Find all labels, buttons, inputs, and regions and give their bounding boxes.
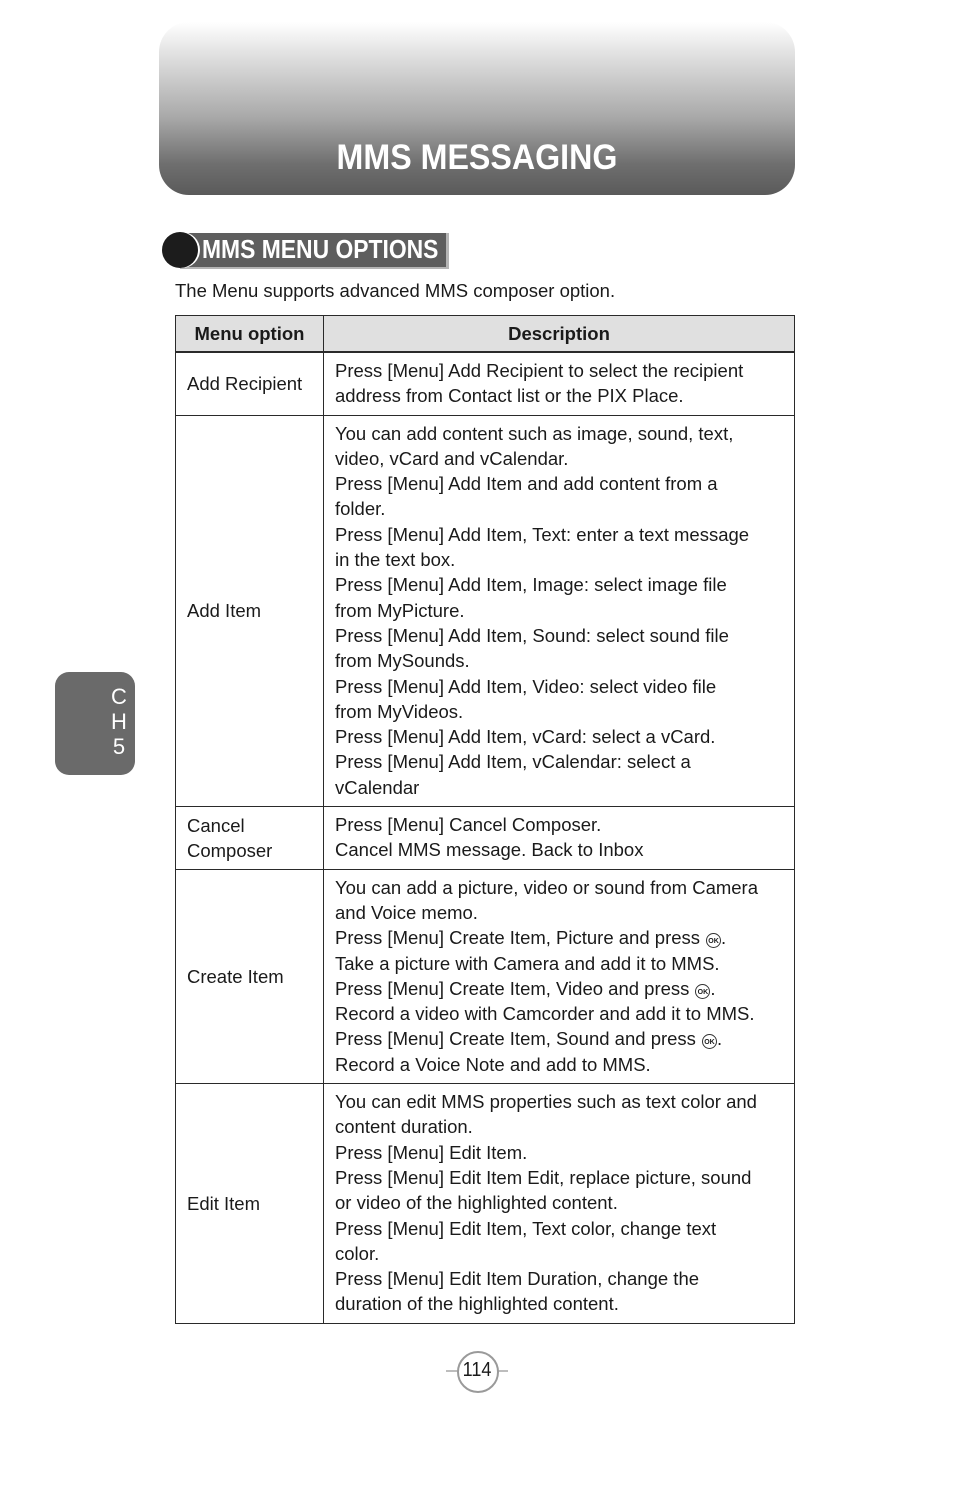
description-text: or video of the highlighted content. — [335, 1192, 618, 1214]
description-cell — [324, 807, 795, 870]
description-text: in the text box. — [335, 549, 456, 571]
description-text: color. — [335, 1242, 380, 1264]
description-text: Press [Menu] Add Item, vCard: select a vCard. — [335, 726, 716, 748]
description-line — [335, 1140, 784, 1165]
description-text: Cancel MMS message. Back to Inbox — [335, 839, 644, 861]
description-line — [335, 674, 784, 699]
description-line — [335, 775, 784, 800]
description-line — [335, 383, 784, 408]
description-text: Press [Menu] Create Item, Sound and press — [335, 1028, 696, 1050]
description-line — [335, 976, 784, 1001]
table-header-row — [176, 316, 795, 353]
description-text: Press [Menu] Add Recipient to select the recipient — [335, 360, 744, 381]
description-text: content duration. — [335, 1116, 473, 1138]
description-line — [335, 1001, 784, 1026]
description-cell — [324, 869, 795, 1083]
chapter-label — [111, 684, 127, 759]
menu-option-cell — [176, 1084, 324, 1324]
description-line — [335, 1266, 784, 1291]
table-row — [176, 415, 795, 806]
intro-text: The Menu supports advanced MMS composer option. — [175, 280, 616, 301]
page-number: 114 — [462, 1359, 492, 1381]
description-cell — [324, 415, 795, 806]
description-line — [335, 358, 784, 383]
description-text: Take a picture with Camera and add it to MMS. — [335, 952, 720, 974]
description-text: folder. — [335, 498, 386, 520]
menu-option-label: Add Recipient — [187, 373, 303, 395]
description-text: video, vCard and vCalendar. — [335, 447, 569, 469]
column-header-menu-option: Menu option — [176, 316, 324, 353]
description-line — [335, 648, 784, 673]
description-line — [335, 572, 784, 597]
description-line — [335, 1089, 784, 1114]
description-text: and Voice memo. — [335, 901, 478, 923]
description-line — [335, 1052, 784, 1077]
menu-option-cell — [176, 807, 324, 870]
description-line — [335, 598, 784, 623]
column-header-description: Description — [324, 316, 795, 353]
description-text: from MyPicture. — [335, 599, 465, 621]
description-line — [335, 1241, 784, 1266]
description-line — [335, 471, 784, 496]
chapter-number: 5 — [112, 734, 126, 759]
description-cell — [324, 352, 795, 415]
page-number-badge — [446, 1349, 508, 1393]
description-cell — [324, 1084, 795, 1324]
menu-option-label: Composer — [187, 839, 273, 861]
description-line — [335, 1291, 784, 1316]
description-punctuation: . — [716, 1028, 723, 1050]
section-heading-label: MMS MENU OPTIONS — [202, 234, 439, 264]
description-line — [335, 812, 784, 837]
table-row — [176, 352, 795, 415]
description-text: vCalendar — [335, 776, 420, 798]
description-text: Record a video with Camcorder and add it to MMS. — [335, 1003, 755, 1025]
chapter-letter: C — [111, 684, 127, 709]
description-line — [335, 951, 784, 976]
menu-option-cell — [176, 415, 324, 806]
menu-option-cell — [176, 869, 324, 1083]
description-line — [335, 446, 784, 471]
description-line — [335, 837, 784, 862]
description-line — [335, 623, 784, 648]
description-text: Press [Menu] Add Item, Text: enter a text message — [335, 523, 750, 545]
description-text: Press [Menu] Cancel Composer. — [335, 814, 602, 836]
description-text: You can edit MMS properties such as text color and — [335, 1091, 757, 1113]
menu-option-label: Cancel — [187, 814, 245, 836]
description-text: Press [Menu] Edit Item Duration, change the — [335, 1268, 700, 1290]
description-text: Press [Menu] Create Item, Video and press — [335, 977, 690, 999]
menu-options-table — [175, 315, 795, 1324]
description-text: duration of the highlighted content. — [335, 1293, 619, 1315]
description-line — [335, 496, 784, 521]
description-line — [335, 1114, 784, 1139]
ok-button-icon: OK — [706, 933, 721, 948]
description-line — [335, 421, 784, 446]
description-text: Press [Menu] Add Item, Image: select image file — [335, 574, 727, 596]
menu-option-label: Edit Item — [187, 1192, 260, 1214]
description-text: address from Contact list or the PIX Place. — [335, 385, 684, 407]
description-line — [335, 1026, 784, 1051]
chapter-tab — [55, 672, 135, 775]
menu-option-label: Add Item — [187, 600, 262, 622]
description-text: Press [Menu] Add Item, vCalendar: select a — [335, 751, 691, 773]
description-text: Press [Menu] Edit Item, Text color, change text — [335, 1217, 717, 1239]
description-line — [335, 875, 784, 900]
table-body — [176, 352, 795, 1323]
menu-option-cell — [176, 352, 324, 415]
ok-button-icon: OK — [702, 1034, 717, 1049]
ok-button-icon: OK — [695, 984, 710, 999]
description-text: Press [Menu] Edit Item Edit, replace picture, sound — [335, 1166, 752, 1188]
table-row — [176, 1084, 795, 1324]
description-text: You can add a picture, video or sound from Camera — [335, 876, 759, 898]
description-text: from MySounds. — [335, 650, 470, 672]
description-text: Press [Menu] Add Item and add content from a — [335, 473, 718, 495]
description-line — [335, 1216, 784, 1241]
description-text: from MyVideos. — [335, 700, 464, 722]
description-text: You can add content such as image, sound, text, — [335, 422, 734, 444]
description-line — [335, 522, 784, 547]
page-title: MMS MESSAGING — [336, 138, 618, 177]
table-row — [176, 869, 795, 1083]
description-line — [335, 547, 784, 572]
table-row — [176, 807, 795, 870]
description-text: Press [Menu] Edit Item. — [335, 1141, 528, 1163]
description-text: Press [Menu] Add Item, Video: select video file — [335, 675, 717, 697]
menu-option-label: Create Item — [187, 965, 284, 987]
description-line — [335, 1165, 784, 1190]
description-line — [335, 699, 784, 724]
section-bullet-icon — [162, 232, 198, 268]
description-punctuation: . — [710, 977, 716, 999]
chapter-letter: H — [111, 709, 127, 734]
description-text: Press [Menu] Create Item, Picture and press — [335, 927, 701, 949]
description-punctuation: . — [721, 927, 727, 949]
description-line — [335, 1190, 784, 1215]
description-line — [335, 724, 784, 749]
section-heading — [162, 232, 447, 268]
description-line — [335, 925, 784, 950]
description-text: Press [Menu] Add Item, Sound: select sound file — [335, 624, 729, 646]
description-line — [335, 749, 784, 774]
description-text: Record a Voice Note and add to MMS. — [335, 1053, 651, 1075]
description-line — [335, 900, 784, 925]
